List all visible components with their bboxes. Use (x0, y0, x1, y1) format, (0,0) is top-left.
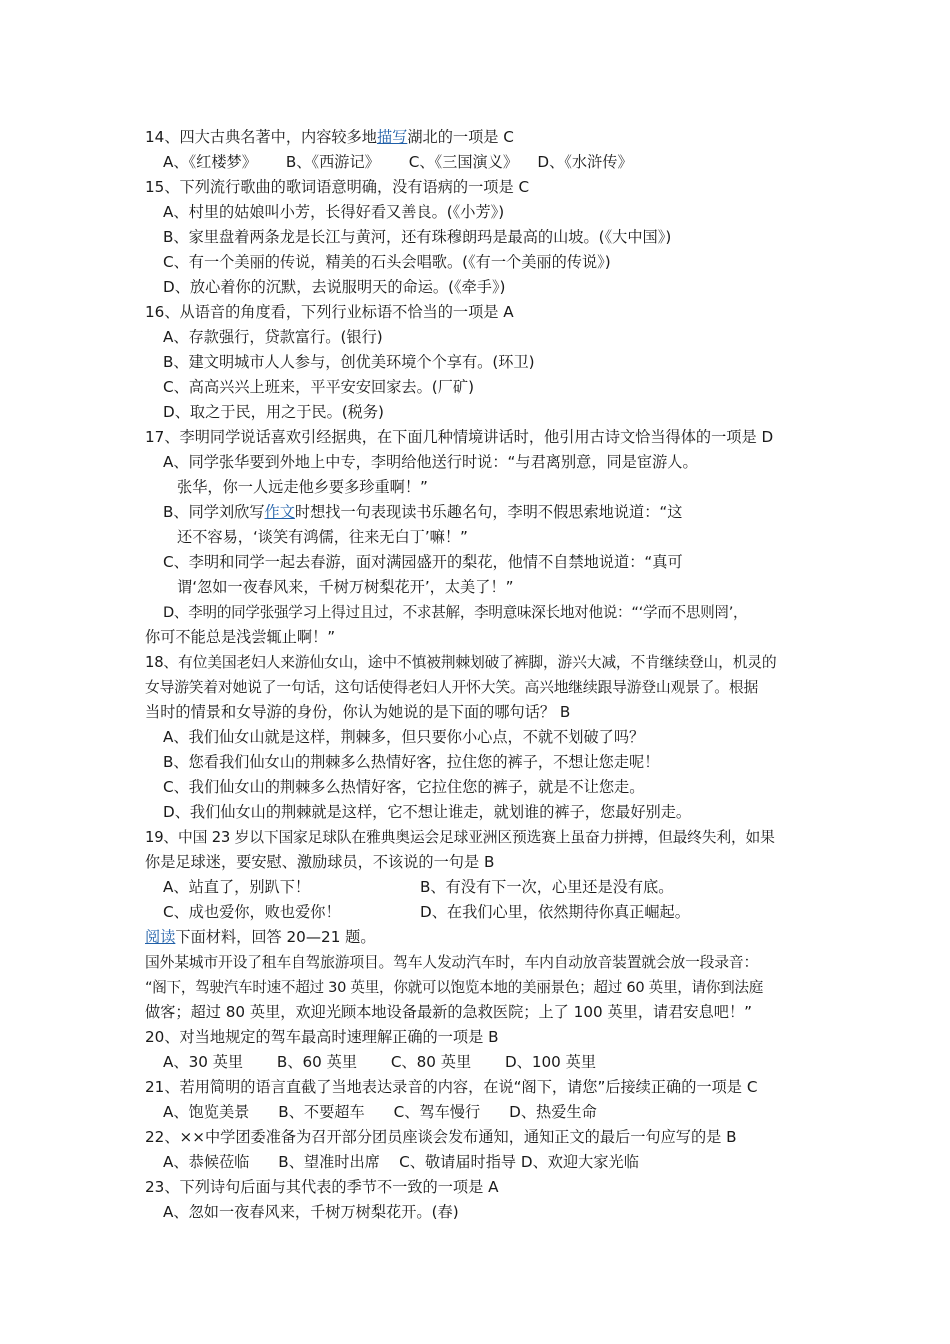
reading-passage-line2: “阁下，驾驶汽车时速不超过 30 英里，你就可以饱览本地的美丽景色；超过 60 英里，请你到法庭 (145, 979, 764, 996)
q17-option-c-line1: C、李明和同学一起去春游，面对满园盛开的梨花，他情不自禁地说道：“真可 (163, 553, 683, 571)
q15-option-c: C、有一个美丽的传说，精美的石头会唱歌。(《有一个美丽的传说》) (163, 253, 611, 271)
q14-options: A、《红楼梦》 B、《西游记》 C、《三国演义》 D、《水浒传》 (163, 153, 633, 171)
q18-stem-line1: 18、有位美国老妇人来游仙女山，途中不慎被荆棘划破了裤脚，游兴大减，不肯继续登山，机灵的 (145, 654, 777, 671)
q23-stem: 23、下列诗句后面与其代表的季节不一致的一项是 A (145, 1178, 499, 1196)
q18-option-b: B、您看我们仙女山的荆棘多么热情好客，拉住您的裤子，不想让您走呢！ (163, 753, 660, 771)
q15-option-b: B、家里盘着两条龙是长江与黄河，还有珠穆朗玛是最高的山坡。(《大中国》) (163, 228, 672, 246)
q17-stem: 17、李明同学说话喜欢引经据典，在下面几种情境讲话时，他引用古诗文恰当得体的一项是 D (145, 428, 774, 446)
q19-stem-line2: 你是足球迷，要安慰、激励球员，不该说的一句是 B (145, 853, 495, 871)
q15-option-a: A、村里的姑娘叫小芳，长得好看又善良。(《小芳》) (163, 203, 505, 221)
q18-option-a: A、我们仙女山就是这样，荆棘多，但只要你小心点，不就不划破了吗？ (163, 728, 645, 746)
q18-option-c: C、我们仙女山的荆棘多么热情好客，它拉住您的裤子，就是不让您走。 (163, 778, 645, 796)
q16-option-b: B、建文明城市人人参与，创优美环境个个享有。(环卫) (163, 353, 535, 371)
q17-option-a-line2: 张华，你一人远走他乡要多珍重啊！” (177, 478, 428, 496)
q15-option-d: D、放心着你的沉默，去说服明天的命运。(《牵手》) (163, 278, 506, 296)
reading-instruction: 阅读下面材料，回答 20—21 题。 (145, 928, 376, 946)
q14-stem: 14、四大古典名著中，内容较多地描写湖北的一项是 C (145, 128, 514, 146)
q19-option-b: B、有没有下一次，心里还是没有底。 (420, 878, 674, 896)
q17-option-b-line1: B、同学刘欣写作文时想找一句表现读书乐趣名句，李明不假思索地说道：“这 (163, 503, 683, 521)
q17-option-d-line1: D、李明的同学张强学习上得过且过，不求甚解，李明意味深长地对他说：“‘学而不思则罔’， (163, 604, 748, 621)
q18-stem-line3: 当时的情景和女导游的身份，你认为她说的是下面的哪句话？ B (145, 703, 571, 721)
q16-option-a: A、存款强行，贷款富行。(银行) (163, 328, 383, 346)
q18-stem-line2: 女导游笑着对她说了一句话，这句话使得老妇人开怀大笑。高兴地继续跟导游登山观景了。根据 (145, 679, 759, 696)
q19-stem-line1: 19、中国 23 岁以下国家足球队在雅典奥运会足球亚洲区预选赛上虽奋力拼搏，但最终失利，如果 (145, 829, 775, 846)
link-zuowen[interactable]: 作文 (264, 503, 295, 521)
q23-option-a: A、忽如一夜春风来，千树万树梨花开。(春) (163, 1203, 459, 1221)
q21-stem: 21、若用简明的语言直截了当地表达录音的内容，在说“阁下，请您”后接续正确的一项是 C (145, 1078, 758, 1096)
q21-options: A、饱览美景 B、不要超车 C、驾车慢行 D、热爱生命 (163, 1103, 597, 1121)
q17-option-d-line2: 你可不能总是浅尝辄止啊！” (145, 628, 336, 646)
q17-option-c-line2: 谓‘忽如一夜春风来，千树万树梨花开’，太美了！” (177, 578, 514, 596)
q17-option-a-line1: A、同学张华要到外地上中专，李明给他送行时说：“与君离别意，同是宦游人。 (163, 453, 698, 471)
reading-passage-line3: 做客；超过 80 英里，欢迎光顾本地设备最新的急救医院；上了 100 英里，请君安息吧！” (145, 1003, 753, 1021)
q19-option-c: C、成也爱你，败也爱你！ (163, 903, 341, 921)
q17-option-b-line2: 还不容易，‘谈笑有鸿儒，往来无白丁’嘛！” (177, 528, 468, 546)
q19-option-a: A、站直了，别趴下！ (163, 878, 311, 896)
q22-stem: 22、××中学团委准备为召开部分团员座谈会发布通知，通知正文的最后一句应写的是 B (145, 1128, 737, 1146)
reading-passage-line1: 国外某城市开设了租车自驾旅游项目。驾车人发动汽车时，车内自动放音装置就会放一段录音： (145, 954, 759, 971)
q20-stem: 20、对当地规定的驾车最高时速理解正确的一项是 B (145, 1028, 499, 1046)
q22-options: A、恭候莅临 B、望准时出席 C、敬请届时指导 D、欢迎大家光临 (163, 1153, 639, 1171)
link-yuedu[interactable]: 阅读 (145, 928, 176, 946)
q15-stem: 15、下列流行歌曲的歌词语意明确，没有语病的一项是 C (145, 178, 530, 196)
q19-option-d: D、在我们心里，依然期待你真正崛起。 (420, 903, 690, 921)
q20-options: A、30 英里 B、60 英里 C、80 英里 D、100 英里 (163, 1053, 597, 1071)
q18-option-d: D、我们仙女山的荆棘就是这样，它不想让谁走，就划谁的裤子，您最好别走。 (163, 803, 692, 821)
q16-option-d: D、取之于民，用之于民。(税务) (163, 403, 384, 421)
q16-option-c: C、高高兴兴上班来，平平安安回家去。(厂矿) (163, 378, 475, 396)
link-miaoxie[interactable]: 描写 (376, 128, 408, 146)
q16-stem: 16、从语音的角度看，下列行业标语不恰当的一项是 A (145, 303, 514, 321)
